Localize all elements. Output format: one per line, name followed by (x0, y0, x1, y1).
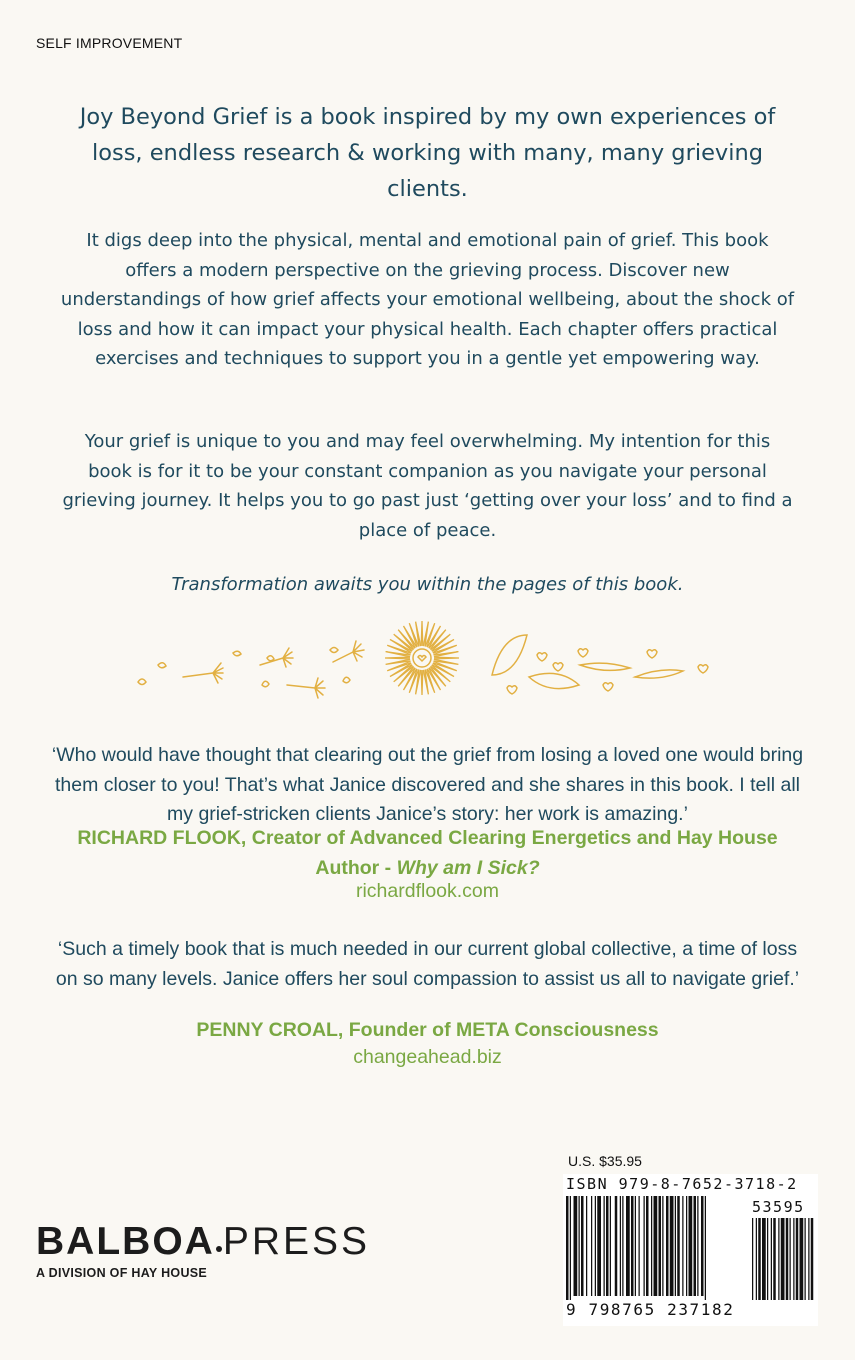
isbn-label: ISBN 979-8-7652-3718-2 (566, 1175, 798, 1193)
publisher-subtitle: A DIVISION OF HAY HOUSE (36, 1266, 208, 1280)
testimonial-quote-1: ‘Who would have thought that clearing out the grief from losing a loved one would bring them closer to you! That’s what Janice discovered and she shares in this book. I tell all my grief-stricken clients Janice’s story: her work is amazing.’ (51, 744, 804, 825)
attribution-text-1: RICHARD FLOOK, Creator of Advanced Clearing Energetics and Hay House Author - (77, 827, 778, 879)
barcode-addon-number: 53595 (752, 1198, 805, 1216)
publisher-name-bold: BALBOA (36, 1220, 215, 1263)
barcode-number: 9 798765 237182 (566, 1300, 735, 1319)
attribution-book-title: Why am I Sick? (396, 856, 540, 879)
price-label: U.S. $35.95 (568, 1153, 642, 1169)
publisher-dot-icon (216, 1246, 222, 1252)
testimonial-attribution-1 (45, 824, 810, 883)
testimonial-website-2: changeahead.biz (353, 1046, 502, 1068)
publisher-name (36, 1220, 370, 1264)
category-label: SELF IMPROVEMENT (36, 35, 183, 51)
intro-paragraph: Joy Beyond Grief is a book inspired by my own experiences of loss, endless research & working with many, many grieving clients. (79, 104, 776, 202)
publisher-name-light: PRESS (222, 1220, 371, 1263)
testimonial-attribution-2: PENNY CROAL, Founder of META Consciousness (196, 1019, 659, 1041)
testimonial-quote-2: ‘Such a timely book that is much needed in our current global collective, a time of loss on so many levels. Janice offers her soul compassion to assist us all to navigate grief.’ (55, 938, 800, 990)
dandelion-ornament-icon (125, 615, 725, 715)
body-paragraph-2: Your grief is unique to you and may feel overwhelming. My intention for this book is for it to be your constant companion as you navigate your personal grieving journey. It helps you to go past just ‘getting over your loss’ and to find a place of peace. (62, 431, 793, 541)
body-paragraph-1: It digs deep into the physical, mental and emotional pain of grief. This book offers a modern perspective on the grieving process. Discover new understandings of how grief affects your emotional wellbeing, about the shock of loss and how it can impact your physical health. Each chapter offers practical exercises and techniques to support you in a gentle yet empowering way. (60, 230, 795, 369)
publisher-logo (36, 1220, 370, 1280)
body-paragraph-3: Transformation awaits you within the pages of this book. (171, 574, 684, 595)
testimonial-website-1: richardflook.com (355, 880, 500, 902)
